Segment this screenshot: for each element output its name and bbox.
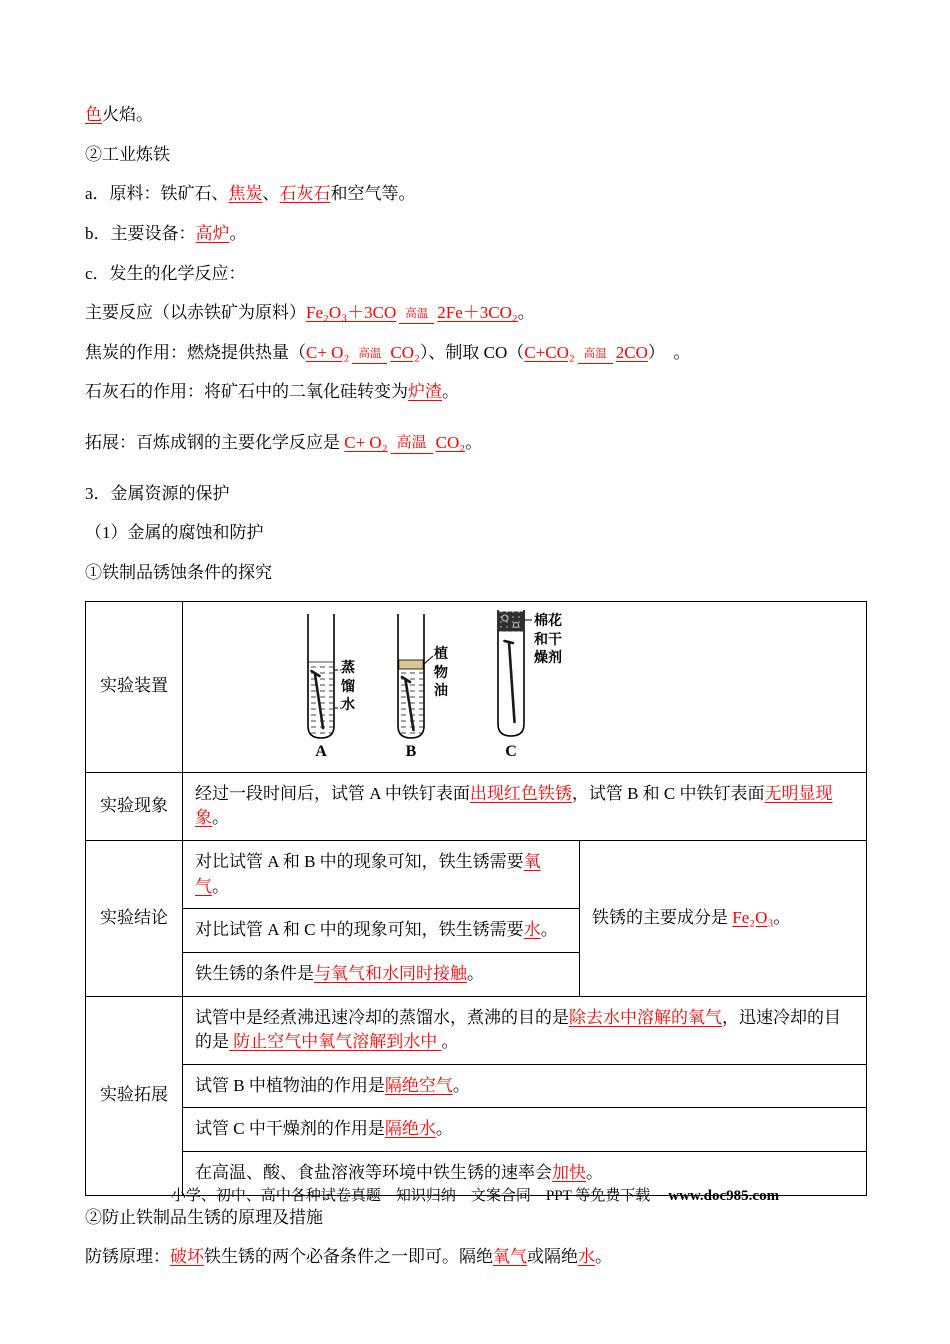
- extension-oil-role: [183, 1064, 866, 1108]
- text-run: 或隔绝: [527, 1247, 578, 1267]
- text-run: 。: [442, 382, 459, 402]
- text-run: 石灰石的作用：将矿石中的二氧化硅转变为: [85, 382, 408, 402]
- equation-lhs: C+ O₂: [344, 433, 388, 453]
- blank-destroy: 破坏: [170, 1247, 204, 1267]
- text-run: 。: [452, 1075, 470, 1095]
- blank-color: 色: [85, 105, 102, 124]
- text-run: 。: [212, 808, 229, 828]
- text-run: b．主要设备：: [85, 223, 196, 243]
- heading-metal-resources: 3．金属资源的保护: [85, 483, 230, 503]
- blank-remove-oxygen: 除去水中溶解的氧气: [569, 1007, 722, 1027]
- blank-isolate-air: 隔绝空气: [384, 1075, 453, 1095]
- oil-layer: [399, 660, 423, 669]
- blank-limestone: 石灰石: [279, 184, 331, 204]
- label-distilled-water: 蒸馏水: [341, 658, 355, 713]
- text-run: 铁生锈的条件是: [195, 963, 314, 983]
- paragraph-coke-role: [85, 341, 865, 366]
- equation-lhs: C+ O₂: [306, 342, 350, 362]
- text-run: ，迅速冷却的目的是: [195, 1007, 841, 1052]
- text-run: 试管 C 中干燥剂的作用是: [195, 1119, 385, 1139]
- text-run: 。: [435, 1119, 453, 1139]
- condition-label: 高温: [578, 348, 613, 364]
- blank-blast-furnace: 高炉: [195, 223, 230, 243]
- blank-red-rust: 出现红色铁锈: [469, 783, 572, 803]
- reaction-condition: [352, 348, 387, 364]
- label-vegetable-oil: 植物油: [434, 644, 448, 699]
- row-label-extension: 实验拓展: [86, 997, 183, 1195]
- blank-water-2: 水: [578, 1247, 595, 1267]
- paragraph-rust-principle: [85, 1245, 865, 1270]
- tube-a-letter: A: [315, 742, 327, 760]
- text-run: 对比试管 A 和 C 中的现象可知，铁生锈需要: [195, 920, 524, 940]
- blank-slag: 炉渣: [408, 382, 442, 402]
- footer-site-link[interactable]: www.doc985.com: [668, 1188, 780, 1204]
- blank-contact-both: 与氧气和水同时接触: [314, 963, 467, 983]
- row-label-phenomenon: 实验现象: [86, 773, 183, 840]
- text-run: 和空气等。: [330, 184, 416, 204]
- text-run: 。: [773, 907, 791, 927]
- experiment-table: [85, 601, 867, 1196]
- text-run: 焦炭的作用：燃烧提供热量（: [85, 342, 306, 362]
- text-run: 试管 B 中植物油的作用是: [195, 1075, 385, 1095]
- conclusion-oxygen: [183, 841, 579, 908]
- tube-b-letter: B: [405, 742, 417, 760]
- condition-label: 高温: [399, 308, 434, 324]
- apparatus-diagram: [283, 610, 763, 766]
- paragraph-equipment: [85, 222, 865, 247]
- text-run: 铁锈的主要成分是: [592, 907, 733, 927]
- paragraph-reactions-heading: c．发生的化学反应：: [85, 263, 246, 283]
- equation-rhs: 2Fe＋3CO₂: [437, 303, 518, 323]
- heading-rust-prevention: ②防止铁制品生锈的原理及措施: [85, 1207, 323, 1227]
- table-row-conclusion: [86, 840, 866, 996]
- text-run: 火焰。: [102, 105, 153, 124]
- extension-desiccant-role: [183, 1107, 866, 1151]
- text-run: 拓展：百炼成钢的主要化学反应是: [85, 433, 345, 453]
- nail-c: [509, 642, 515, 722]
- text-run: ） 。: [647, 342, 691, 362]
- blank-prevent-dissolve: 防止空气中氧气溶解到水中: [229, 1032, 442, 1052]
- text-run: 。: [595, 1247, 612, 1267]
- heading-industrial-iron: ②工业炼铁: [85, 144, 170, 164]
- conclusion-water: [183, 908, 579, 952]
- text-run: 、: [262, 184, 280, 204]
- tube-c-letter: C: [505, 742, 517, 760]
- heading-rust-conditions: ①铁制品锈蚀条件的探究: [85, 563, 272, 583]
- paragraph-flame: [85, 103, 865, 128]
- table-row-device: [86, 602, 866, 772]
- label-cotton-desiccant: 棉花和干燥剂: [534, 611, 562, 666]
- row-label-conclusion: 实验结论: [86, 841, 183, 996]
- paragraph-main-reaction: [85, 301, 865, 326]
- equation-lhs: C+CO₂: [524, 342, 575, 362]
- text-run: 对比试管 A 和 B 中的现象可知，铁生锈需要: [195, 851, 524, 871]
- table-row-phenomenon: [86, 772, 866, 840]
- blank-oxygen: 氧气: [195, 851, 541, 896]
- phenomenon-text: [183, 773, 866, 840]
- reaction-condition: [391, 434, 433, 454]
- text-run: 在高温、酸、食盐溶液等环境中铁生锈的速率会: [195, 1163, 552, 1183]
- text-run: ，试管 B 和 C 中铁钉表面: [571, 783, 765, 803]
- extension-boiling: [183, 997, 866, 1064]
- tube-b: [398, 614, 433, 738]
- equation-rhs: 2CO: [615, 342, 648, 362]
- text-run: 铁生锈的两个必备条件之一即可。隔绝: [204, 1247, 493, 1267]
- blank-oxygen-2: 氧气: [493, 1247, 527, 1267]
- text-run: 。: [229, 223, 247, 243]
- condition-label: 高温: [391, 434, 433, 454]
- text-run: 。: [212, 876, 229, 896]
- blank-coke: 焦炭: [228, 184, 263, 204]
- device-cell: [183, 602, 866, 772]
- condition-label: 高温: [352, 348, 387, 364]
- blank-isolate-water: 隔绝水: [384, 1119, 436, 1139]
- text-run: 。: [517, 303, 535, 323]
- reaction-condition: [399, 308, 434, 324]
- blank-water: 水: [523, 920, 541, 940]
- paragraph-limestone-role: [85, 380, 865, 405]
- text-run: 。: [467, 963, 484, 983]
- table-row-extension: [86, 996, 866, 1195]
- heading-corrosion-protection: （1）金属的腐蚀和防护: [85, 523, 264, 543]
- tube-c: [498, 610, 532, 736]
- equation-rhs: CO₂: [390, 342, 420, 362]
- text-run: 。: [465, 433, 483, 453]
- text-run: 试管中是经煮沸迅速冷却的蒸馏水，煮沸的目的是: [195, 1007, 569, 1027]
- text-run: 经过一段时间后，试管 A 中铁钉表面: [195, 783, 470, 803]
- paragraph-steel-extension: [85, 431, 865, 456]
- row-label-device: 实验装置: [86, 602, 183, 772]
- paragraph-raw-materials: [85, 182, 865, 207]
- tube-a: [308, 614, 341, 738]
- text-run: ）、制取 CO（: [419, 342, 525, 362]
- text-run: 。: [586, 1163, 603, 1183]
- page-footer: [0, 1186, 950, 1208]
- cotton-plug: [499, 611, 523, 631]
- reaction-condition: [578, 348, 613, 364]
- text-run: a．原料：铁矿石、: [85, 184, 229, 204]
- text-run: 防锈原理：: [85, 1247, 170, 1267]
- text-run: 主要反应（以赤铁矿为原料）: [85, 303, 306, 323]
- conclusion-side-note: [579, 841, 866, 996]
- equation-lhs: Fe₂O₃＋3CO: [306, 303, 397, 323]
- conclusion-condition: [183, 952, 579, 996]
- footer-text: 小学、初中、高中各种试卷真题 知识归纳 文案合同 PPT 等免费下载: [170, 1188, 651, 1204]
- blank-fe2o3: Fe₂O₃: [732, 907, 774, 927]
- text-run: 。: [441, 1032, 459, 1052]
- blank-faster: 加快: [552, 1163, 586, 1183]
- text-run: 。: [540, 920, 558, 940]
- equation-rhs: CO₂: [435, 433, 466, 453]
- blank-no-change: 无明显现象: [195, 783, 833, 828]
